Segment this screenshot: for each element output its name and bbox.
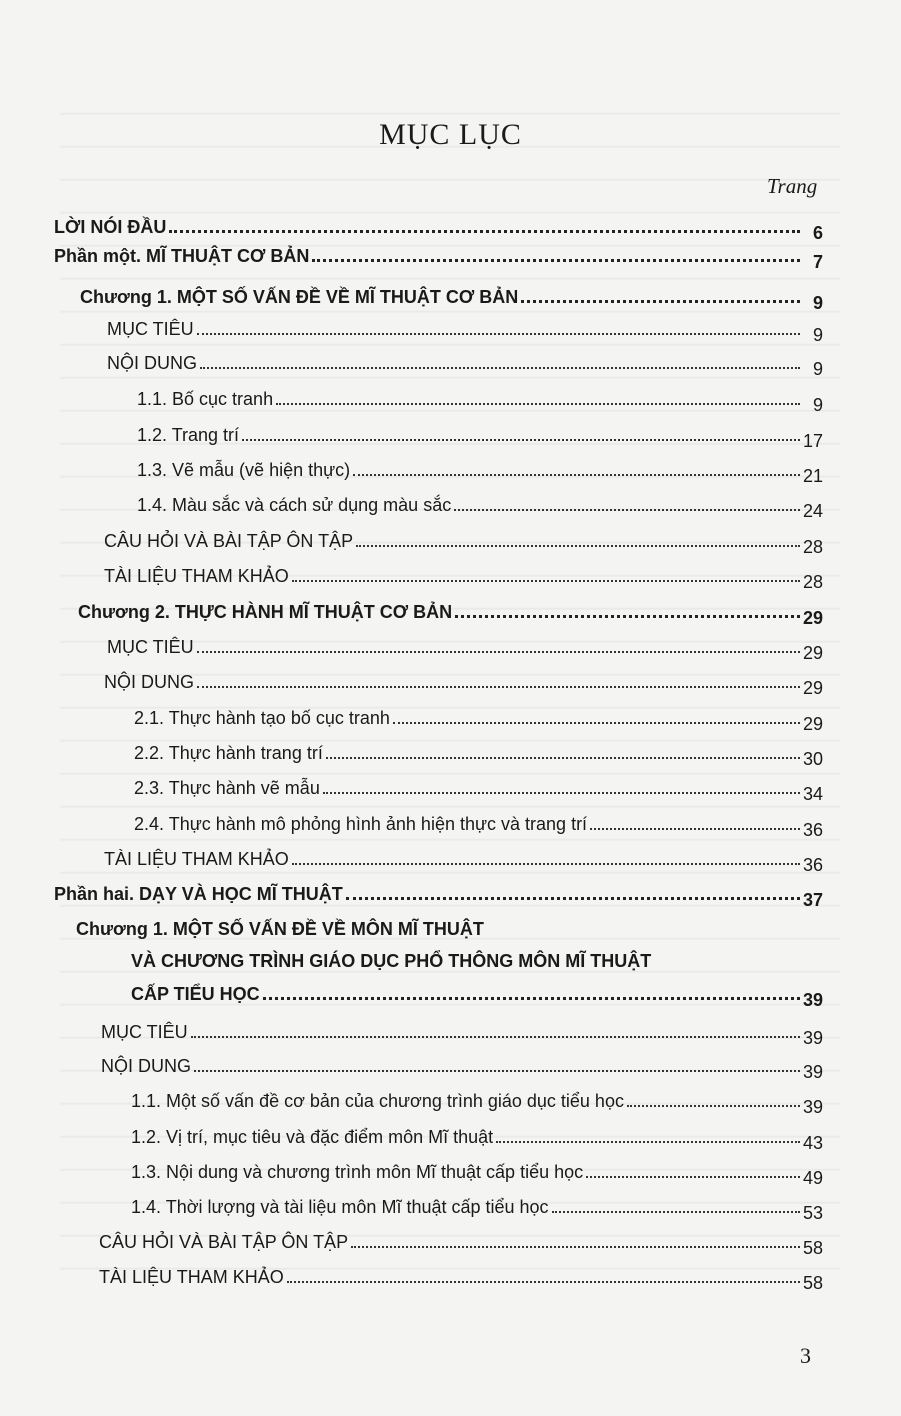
toc-entry-section[interactable]: [137, 492, 823, 521]
toc-label: Phần một. MĨ THUẬT CƠ BẢN: [54, 246, 310, 266]
toc-entry-content[interactable]: [107, 350, 823, 379]
toc-page-number: 24: [802, 501, 823, 521]
toc-entry-content[interactable]: [104, 669, 823, 698]
toc-leader: [242, 438, 800, 441]
toc-page-number: 7: [812, 252, 823, 272]
toc-leader: [586, 1175, 800, 1178]
toc-page-number: 30: [802, 749, 823, 769]
toc-leader: [200, 366, 800, 369]
toc-entry-section[interactable]: [131, 1194, 823, 1223]
toc-entry-section[interactable]: [137, 386, 823, 415]
toc-page-number: 53: [802, 1203, 823, 1223]
toc-entry-part-two[interactable]: [54, 881, 823, 910]
toc-leader: [197, 650, 800, 653]
toc-label: TÀI LIỆU THAM KHẢO: [104, 849, 289, 869]
page-title: MỤC LỤC: [379, 118, 522, 151]
toc-entry-objectives[interactable]: [107, 316, 823, 345]
toc-leader: [454, 508, 800, 511]
toc-leader: [590, 827, 800, 830]
toc-chapter-heading-line: VÀ CHƯƠNG TRÌNH GIÁO DỤC PHỔ THÔNG MÔN MĨ THUẬT: [131, 951, 652, 971]
toc-page-number: 9: [812, 395, 823, 415]
toc-page-number: 9: [812, 359, 823, 379]
toc-leader: [276, 402, 800, 405]
toc-label: CÂU HỎI VÀ BÀI TẬP ÔN TẬP: [104, 531, 354, 551]
toc-entry-review[interactable]: [104, 528, 823, 557]
toc-page-number: 36: [802, 820, 823, 840]
toc-page-number: 43: [802, 1133, 823, 1153]
toc-label: 1.3. Nội dung và chương trình môn Mĩ thuật cấp tiểu học: [131, 1162, 584, 1182]
toc-label: MỤC TIÊU: [101, 1022, 188, 1042]
toc-leader: [496, 1140, 800, 1143]
toc-leader: [627, 1104, 800, 1107]
toc-entry-chapter[interactable]: [131, 981, 823, 1010]
toc-page-number: 28: [802, 572, 823, 592]
page-column-header: Trang: [767, 174, 818, 198]
toc-entry-references[interactable]: [104, 846, 823, 875]
toc-label: Chương 2. THỰC HÀNH MĨ THUẬT CƠ BẢN: [78, 602, 453, 622]
toc-leader: [455, 614, 800, 618]
toc-page-number: 6: [812, 223, 823, 243]
toc-label: MỤC TIÊU: [107, 319, 194, 339]
toc-label: TÀI LIỆU THAM KHẢO: [99, 1267, 284, 1287]
toc-leader: [292, 579, 800, 582]
toc-page-number: 29: [802, 714, 823, 734]
toc-entry-references[interactable]: [99, 1264, 823, 1293]
toc-label: CÂU HỎI VÀ BÀI TẬP ÔN TẬP: [99, 1232, 349, 1252]
toc-entry-chapter[interactable]: [80, 284, 823, 313]
toc-label: 1.1. Bố cục tranh: [137, 389, 274, 409]
toc-page-number: 58: [802, 1273, 823, 1293]
toc-page-number: 58: [802, 1238, 823, 1258]
toc-label: TÀI LIỆU THAM KHẢO: [104, 566, 289, 586]
toc-leader: [356, 544, 800, 547]
toc-label: 1.2. Vị trí, mục tiêu và đặc điểm môn Mĩ thuật: [131, 1127, 494, 1147]
toc-label: NỘI DUNG: [104, 672, 194, 692]
toc-page-number: 49: [802, 1168, 823, 1188]
toc-leader: [191, 1035, 800, 1038]
toc-leader: [326, 756, 800, 759]
toc-entry-section[interactable]: [137, 457, 823, 486]
toc-chapter-heading-line: Chương 1. MỘT SỐ VẤN ĐỀ VỀ MÔN MĨ THUẬT: [76, 919, 484, 939]
toc-label: MỤC TIÊU: [107, 637, 194, 657]
toc-label: 1.4. Thời lượng và tài liệu môn Mĩ thuật cấp tiểu học: [131, 1197, 549, 1217]
toc-label: NỘI DUNG: [101, 1056, 191, 1076]
toc-leader: [287, 1280, 800, 1283]
toc-leader: [552, 1210, 800, 1213]
show-through-background: [60, 100, 840, 1300]
toc-label: Phần hai. DẠY VÀ HỌC MĨ THUẬT: [54, 884, 343, 904]
toc-label: 2.3. Thực hành vẽ mẫu: [134, 778, 320, 798]
toc-entry-objectives[interactable]: [107, 634, 823, 663]
toc-label: Chương 1. MỘT SỐ VẤN ĐỀ VỀ MĨ THUẬT CƠ BẢN: [80, 287, 519, 307]
toc-leader: [393, 721, 800, 724]
toc-entry-chapter[interactable]: [78, 599, 823, 628]
toc-entry-review[interactable]: [99, 1229, 823, 1258]
toc-entry-foreword[interactable]: [54, 214, 823, 243]
toc-page-number: 36: [802, 855, 823, 875]
toc-label: 1.4. Màu sắc và cách sử dụng màu sắc: [137, 495, 452, 515]
toc-leader: [346, 896, 800, 900]
toc-page-number: 29: [802, 678, 823, 698]
toc-entry-section[interactable]: [131, 1124, 823, 1153]
toc-label: CẤP TIỂU HỌC: [131, 984, 260, 1004]
toc-page-number: 29: [802, 608, 823, 628]
toc-entry-section[interactable]: [134, 775, 823, 804]
toc-leader: [197, 332, 800, 335]
toc-entry-section[interactable]: [131, 1159, 823, 1188]
toc-page-number: 29: [802, 643, 823, 663]
toc-leader: [312, 258, 800, 262]
toc-page-number: 9: [812, 325, 823, 345]
toc-entry-section[interactable]: [134, 811, 823, 840]
toc-label: 2.4. Thực hành mô phỏng hình ảnh hiện thực và trang trí: [134, 814, 588, 834]
toc-page-number: 9: [812, 293, 823, 313]
toc-label: 1.3. Vẽ mẫu (vẽ hiện thực): [137, 460, 351, 480]
toc-entry-references[interactable]: [104, 563, 823, 592]
toc-page-number: 39: [802, 1097, 823, 1117]
toc-page-number: 37: [802, 890, 823, 910]
toc-entry-content[interactable]: [101, 1053, 823, 1082]
toc-entry-section[interactable]: [137, 422, 823, 451]
toc-leader: [194, 1069, 800, 1072]
toc-entry-part-one[interactable]: [54, 243, 823, 272]
toc-page-number: 17: [802, 431, 823, 451]
page-number: 3: [800, 1343, 811, 1368]
toc-leader: [197, 685, 800, 688]
toc-label: 1.1. Một số vấn đề cơ bản của chương trình giáo dục tiểu học: [131, 1091, 624, 1111]
toc-entry-section[interactable]: [134, 705, 823, 734]
toc-label: LỜI NÓI ĐẦU: [54, 217, 167, 237]
toc-page-number: 21: [802, 466, 823, 486]
toc-page-number: 39: [802, 1028, 823, 1048]
toc-label: NỘI DUNG: [107, 353, 197, 373]
toc-leader: [263, 996, 800, 1000]
toc-page-number: 34: [802, 784, 823, 804]
toc-label: 2.2. Thực hành trang trí: [134, 743, 323, 763]
toc-leader: [351, 1245, 800, 1248]
toc-leader: [323, 791, 800, 794]
toc-label: 2.1. Thực hành tạo bố cục tranh: [134, 708, 390, 728]
toc-page-number: 39: [802, 1062, 823, 1082]
toc-leader: [353, 473, 800, 476]
toc-page-number: 39: [802, 990, 823, 1010]
toc-entry-objectives[interactable]: [101, 1019, 823, 1048]
toc-entry-section[interactable]: [131, 1088, 823, 1117]
toc-leader: [169, 229, 800, 233]
toc-leader: [292, 862, 800, 865]
toc-page-number: 28: [802, 537, 823, 557]
toc-label: 1.2. Trang trí: [137, 425, 240, 445]
toc-leader: [521, 299, 800, 303]
toc-entry-section[interactable]: [134, 740, 823, 769]
